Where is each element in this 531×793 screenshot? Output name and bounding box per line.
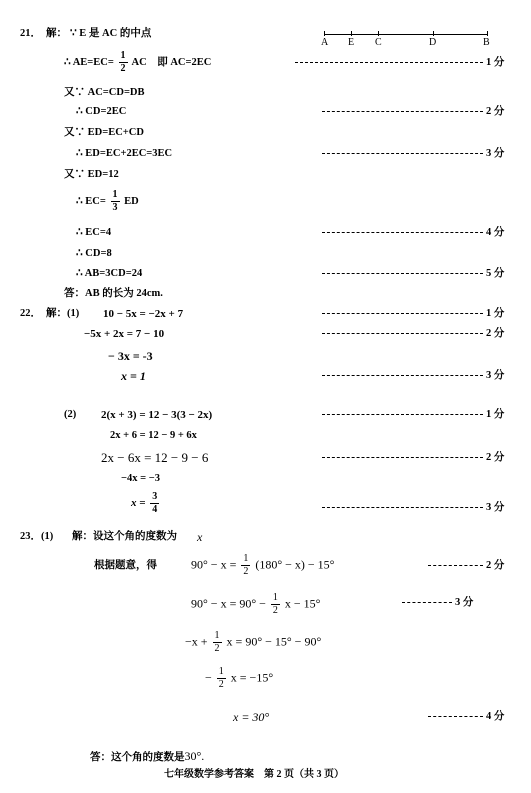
q22-p1-line-1: 10 − 5x = −2x + 7 [103,308,184,320]
q21-step-10: ∴ AB=3CD=24 [76,268,143,279]
point-label-c: C [375,37,382,48]
q21-step-1-fraction [119,51,128,74]
q22-part-2-label: (2) [64,409,77,420]
score-label: 1 分 [486,308,505,319]
fraction-denominator: 3 [112,202,118,213]
score-q23-3 [402,598,473,609]
fraction-numerator: 1 [243,553,249,564]
q22-p2-line-5-lhs: x = [131,497,146,510]
q22-part-1-label: 解：(1) [46,308,80,319]
q23-eq-1-lhs: 90° − x = [191,557,237,572]
point-label-e: E [348,37,355,48]
q23-eq-3 [185,631,321,654]
score-label: 3 分 [455,597,474,608]
fraction-numerator: 3 [152,491,158,502]
q22-p2-line-5-fraction [150,492,159,515]
point-label-a: A [321,37,329,48]
score-q21-3 [322,149,504,160]
q22-p1-line-4: x = 1 [121,369,146,383]
q23-eq-2-rhs: x − 15° [284,596,321,611]
q21-step-4: 又∵ ED=EC+CD [64,127,144,138]
tick-c [378,31,379,36]
score-label: 3 分 [486,502,505,513]
q22-p2-line-2: 2x + 6 = 12 − 9 + 6x [110,430,197,441]
fraction-denominator: 2 [218,679,224,690]
q23-eq-3-fraction [213,631,222,654]
score-label: 3 分 [486,148,505,159]
tick-e [351,31,352,36]
score-label: 2 分 [486,452,505,463]
segment-line [324,34,488,35]
q23-eq-4-rhs: x = −15° [230,670,274,685]
fraction-denominator: 4 [152,504,158,515]
q23-eq-2 [191,593,320,616]
q21-answer: 答：AB 的长为 24cm. [64,288,163,299]
q23-eq-3-rhs: x = 90° − 15° − 90° [226,634,322,649]
q21-step-7-rhs: ED [124,195,139,207]
q22-p2-line-5 [131,492,161,515]
q23-eq-5: x = 30° [233,710,270,724]
q23-number: 23．(1) [20,531,54,542]
q22-number: 22． [20,308,41,319]
q21-step-7-lhs: ∴ EC= [76,195,106,207]
q21-step-6: 又∵ ED=12 [64,169,119,180]
q21-step-9: ∴ CD=8 [76,248,112,259]
q22-p2-line-3: 2x − 6x = 12 − 9 − 6 [101,450,209,465]
q23-eq-1-rhs: (180° − x) − 15° [255,557,335,572]
q21-step-2: 又∵ AC=CD=DB [64,87,145,98]
score-label: 2 分 [486,560,505,571]
score-q21-4 [322,228,504,239]
point-label-d: D [429,37,437,48]
q23-eq-4 [205,667,273,690]
q23-eq-1-fraction [241,554,250,577]
score-q23-4 [428,712,504,723]
q21-step-7-fraction [111,190,120,213]
score-q21-1 [295,58,504,69]
score-label: 4 分 [486,711,505,722]
score-q22-p1-3 [322,371,504,382]
q23-eq-4-lhs: − [205,670,212,685]
fraction-numerator: 1 [214,630,220,641]
score-q22-p2-3 [322,503,504,514]
q21-step-7 [76,190,139,213]
fraction-numerator: 1 [272,592,278,603]
q23-eq-1 [191,554,334,577]
fraction-numerator: 1 [218,666,224,677]
score-q22-p1-2 [322,329,504,340]
q22-p1-line-3: − 3x = -3 [108,349,153,363]
q23-variable: x [197,530,203,544]
q22-p2-line-1: 2(x + 3) = 12 − 3(3 − 2x) [101,409,213,421]
q23-eq-4-fraction [217,667,226,690]
score-label: 4 分 [486,227,505,238]
q21-step-8: ∴ EC=4 [76,227,112,238]
q21-step-1 [64,51,211,74]
fraction-numerator: 1 [112,189,118,200]
q22-p2-line-4: −4x = −3 [121,473,160,484]
fraction-denominator: 2 [272,605,278,616]
q23-eq-2-lhs: 90° − x = 90° − [191,596,266,611]
score-q22-p2-2 [322,453,504,464]
score-label: 2 分 [486,106,505,117]
fraction-numerator: 1 [120,50,126,61]
q21-number: 21． [20,28,41,39]
q21-step-3: ∴ CD=2EC [76,106,127,117]
score-q23-2 [428,561,504,572]
q22-p1-line-2: −5x + 2x = 7 − 10 [84,328,165,340]
score-q22-p2-1 [322,410,504,421]
tick-b [487,31,488,36]
q23-answer [90,750,204,764]
fraction-denominator: 2 [243,566,249,577]
q23-eq-2-fraction [271,593,280,616]
q23-solution-intro: 解：设这个角的度数为 [72,531,177,542]
q23-answer-value: 30°. [184,749,205,763]
tick-d [433,31,434,36]
score-q21-2 [322,107,504,118]
point-label-b: B [483,37,490,48]
q23-answer-text: 答：这个角的度数是 [90,752,185,763]
q21-step-1-lhs: ∴ AE=EC= [64,56,114,68]
fraction-denominator: 2 [120,63,126,74]
score-q22-p1-1 [322,309,504,320]
score-label: 1 分 [486,57,505,68]
q23-eq-3-lhs: −x + [185,634,208,649]
q21-given: ∵ E 是 AC 的中点 [70,28,152,39]
score-q21-5 [322,269,504,280]
score-label: 5 分 [486,268,505,279]
score-label: 2 分 [486,328,505,339]
q21-solution-label: 解： [46,28,67,39]
fraction-denominator: 2 [214,643,220,654]
q21-step-5: ∴ ED=EC+2EC=3EC [76,148,173,159]
tick-a [324,31,325,36]
score-label: 3 分 [486,370,505,381]
q23-setup-label: 根据题意，得 [94,560,157,571]
page-footer: 七年级数学参考答案 第 2 页（共 3 页） [164,769,344,780]
score-label: 1 分 [486,409,505,420]
q21-step-1-rhs: AC 即 AC=2EC [131,56,212,68]
